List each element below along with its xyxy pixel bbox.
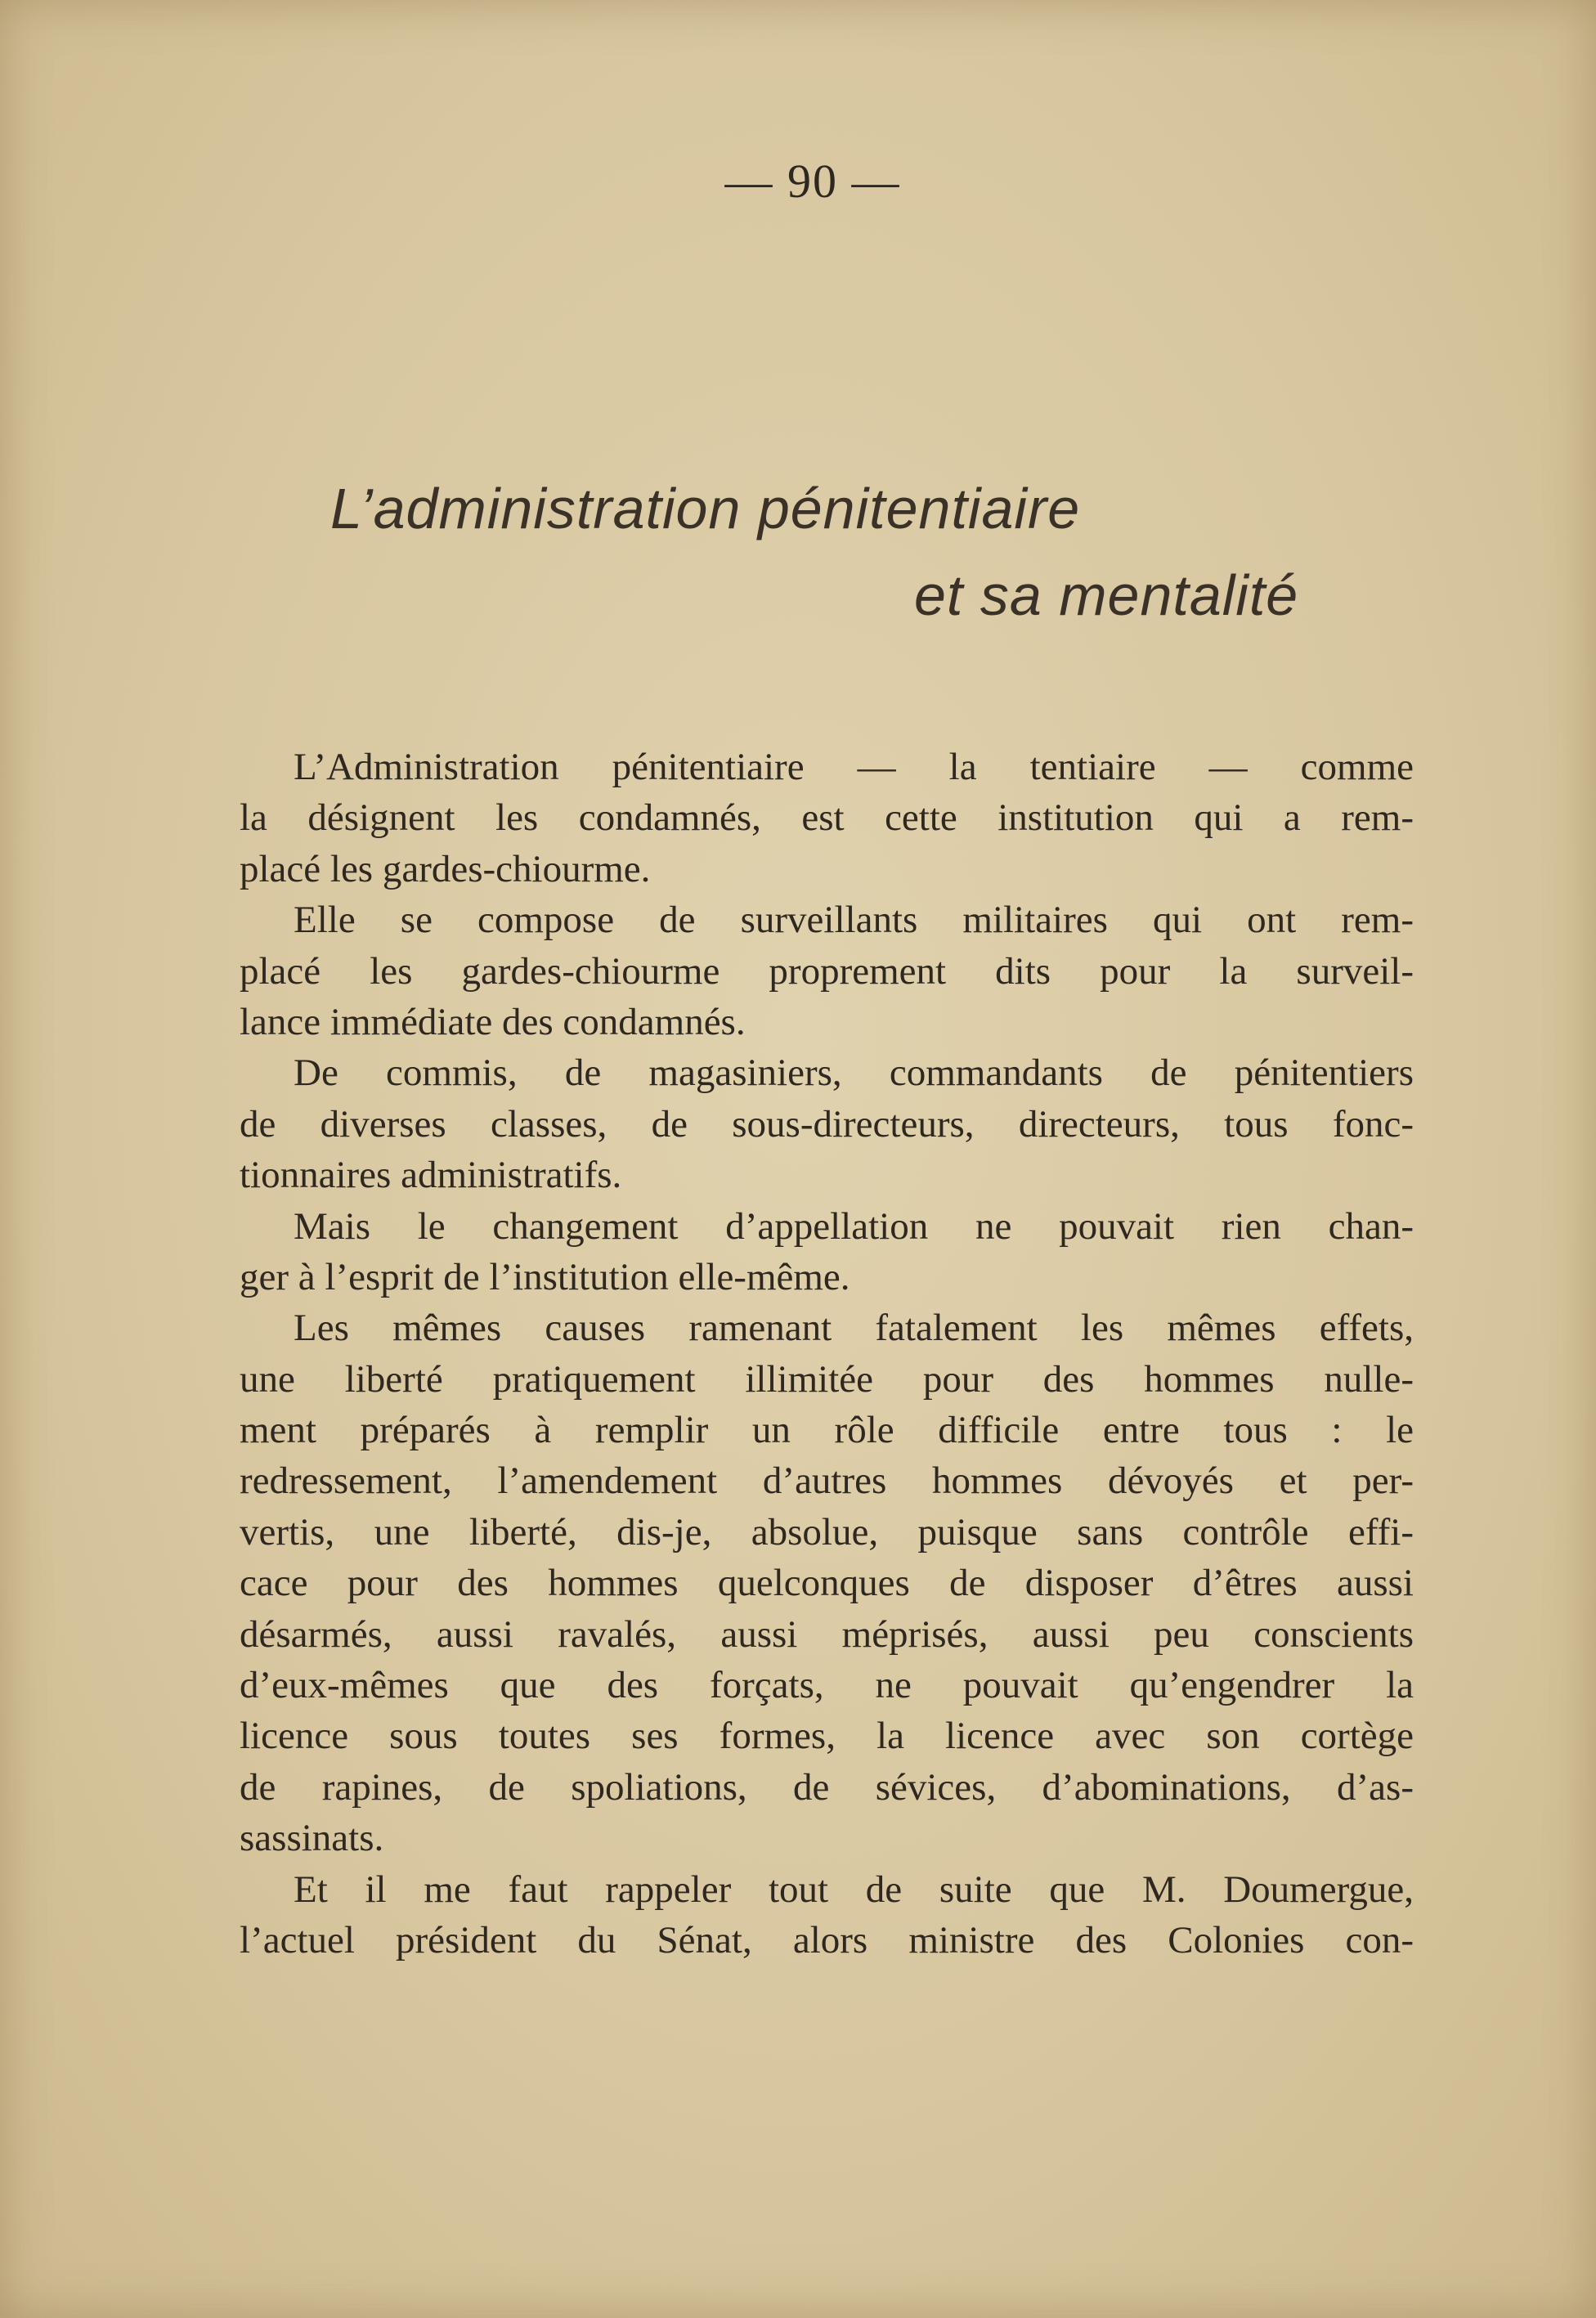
- paragraph: [240, 1864, 1414, 1966]
- paragraph: [240, 742, 1414, 894]
- text-line: Mais le changement d’appellation ne pouvait rien chan-: [294, 1204, 1414, 1248]
- text-line: de rapines, de spoliations, de sévices, d’abominations, d’as-: [240, 1765, 1414, 1809]
- body-text: [240, 742, 1414, 1966]
- chapter-title-line-1: L’administration pénitentiaire: [330, 477, 1081, 540]
- text-line: tionnaires administratifs.: [240, 1154, 622, 1197]
- text-line: la désignent les condamnés, est cette institution qui a rem-: [240, 796, 1414, 840]
- text-line: Elle se compose de surveillants militaires qui ont rem-: [294, 899, 1414, 942]
- text-line: cace pour des hommes quelconques de disposer d’êtres aussi: [240, 1562, 1414, 1605]
- text-line: l’actuel président du Sénat, alors ministre des Colonies con-: [240, 1918, 1414, 1962]
- paragraph: [240, 1302, 1414, 1863]
- page-number: — 90 —: [724, 155, 901, 208]
- paragraph: [240, 894, 1414, 1047]
- text-line: désarmés, aussi ravalés, aussi méprisés, aussi peu conscients: [240, 1612, 1414, 1656]
- text-line: vertis, une liberté, dis-je, absolue, puisque sans contrôle effi-: [240, 1510, 1414, 1554]
- text-line: placé les gardes-chiourme.: [240, 847, 651, 890]
- text-line: L’Administration pénitentiaire — la tentiaire — comme: [294, 746, 1414, 788]
- text-line: sassinats.: [240, 1817, 384, 1860]
- text-line: ment préparés à remplir un rôle difficile entre tous : le: [240, 1409, 1414, 1452]
- paragraph: [240, 1047, 1414, 1200]
- text-line: lance immédiate des condamnés.: [240, 1000, 746, 1043]
- chapter-title-line-2: et sa mentalité: [914, 563, 1299, 627]
- text-line: Les mêmes causes ramenant fatalement les mêmes effets,: [294, 1307, 1414, 1350]
- paragraph: [240, 1201, 1414, 1303]
- text-line: ger à l’esprit de l’institution elle-même.: [240, 1255, 850, 1298]
- text-line: redressement, l’amendement d’autres hommes dévoyés et per-: [240, 1459, 1414, 1503]
- text-line: De commis, de magasiniers, commandants de pénitentiers: [294, 1051, 1414, 1095]
- text-line: placé les gardes-chiourme proprement dits pour la surveil-: [240, 949, 1414, 993]
- text-line: de diverses classes, de sous-directeurs, directeurs, tous fonc-: [240, 1102, 1414, 1146]
- text-line: d’eux-mêmes que des forçats, ne pouvait qu’engendrer la: [240, 1664, 1414, 1707]
- text-line: licence sous toutes ses formes, la licence avec son cortège: [240, 1715, 1414, 1758]
- text-line: Et il me faut rappeler tout de suite que M. Doumergue,: [294, 1867, 1414, 1911]
- text-line: une liberté pratiquement illimitée pour des hommes nulle-: [240, 1357, 1414, 1401]
